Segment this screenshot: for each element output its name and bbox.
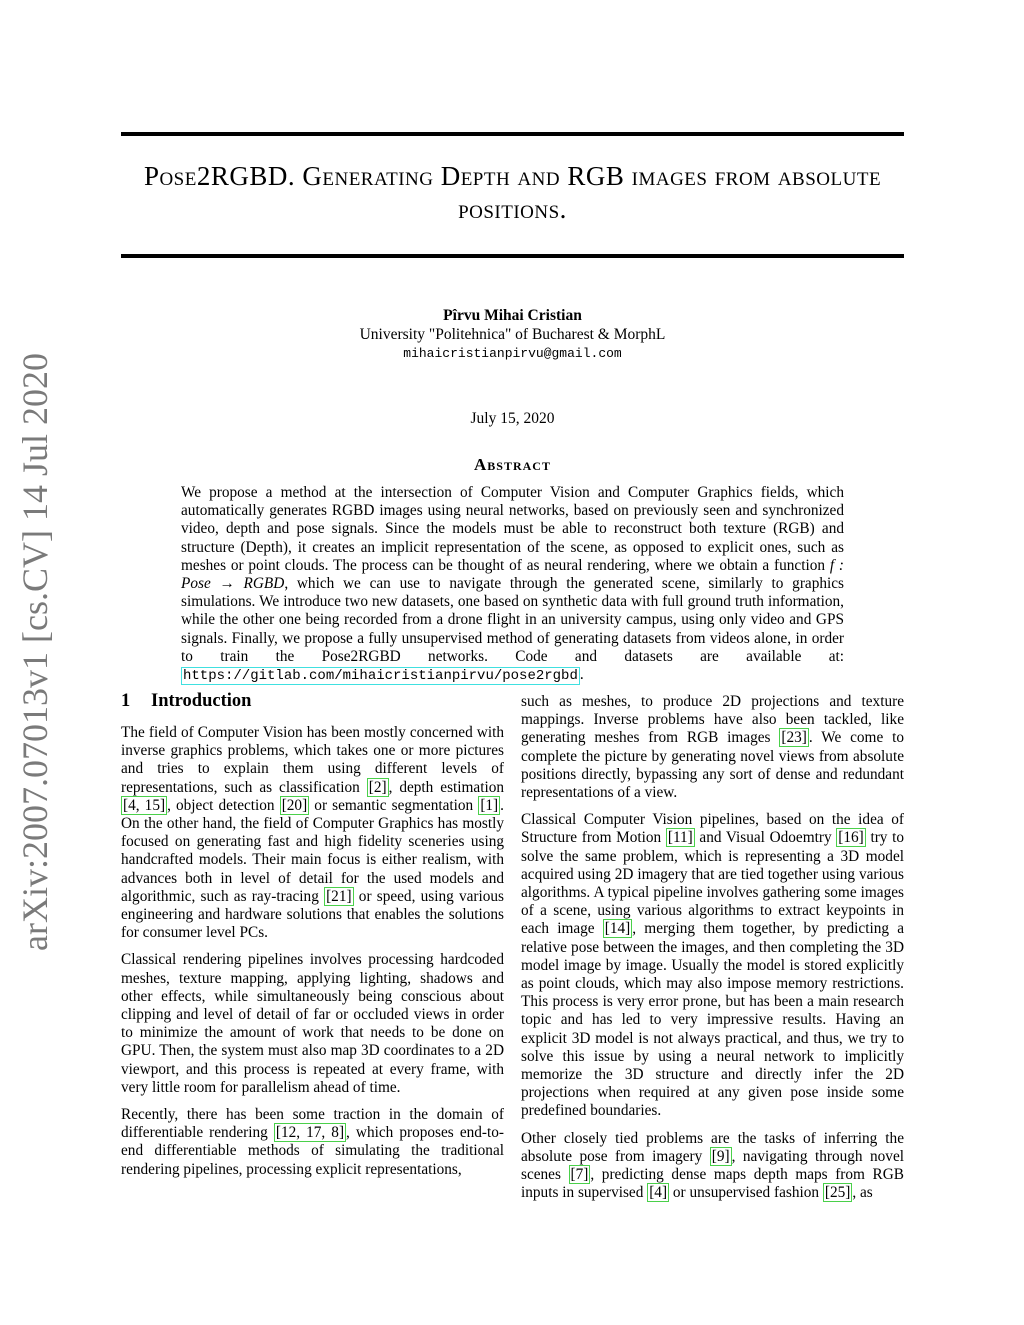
abstract-heading: Abstract xyxy=(474,455,551,474)
citation-link[interactable]: [12, 17, 8] xyxy=(275,1124,345,1142)
intro-paragraph-1: The field of Computer Vision has been mostly concerned with inverse graphics problems, which takes one or more pictures and tries to explain them using different levels of representations, such as classification [2] , depth estimation [4, 15] , object detection [20] or semantic segmentation [1] . On the other hand, the field of Computer Graphics has mostly focused on generating fast and high fidelity sceneries using handcrafted models. Their main focus is either realism, with advances both in level of detail for the used models and algorithmic, such as ray-tracing [21] or speed, using various engineering and hardware solutions that enables the solutions for consumer level PCs. xyxy=(121,724,505,942)
title-bottom-rule xyxy=(121,254,904,258)
citation-link[interactable]: [1] xyxy=(480,796,499,814)
citation-link[interactable]: [23] xyxy=(781,729,807,747)
code-repository-link[interactable]: https://gitlab.com/mihaicristianpirvu/pose2rgbd xyxy=(183,668,578,685)
citation-link[interactable]: [14] xyxy=(604,920,631,938)
citation-link[interactable]: [2] xyxy=(368,778,387,796)
abstract-math: f : Pose → RGBD xyxy=(181,556,845,593)
abstract-end: . xyxy=(579,666,584,684)
citation-link[interactable]: [4] xyxy=(649,1184,668,1202)
title-top-rule xyxy=(121,132,904,136)
author-email[interactable]: mihaicristianpirvu@gmail.com xyxy=(403,346,622,361)
section-title: Introduction xyxy=(151,691,252,711)
author-name: Pîrvu Mihai Cristian xyxy=(443,307,582,324)
arxiv-side-identifier: arXiv:2007.07013v1 [cs.CV] 14 Jul 2020 xyxy=(15,353,55,951)
abstract-text-1: We propose a method at the intersection of Computer Vision and Computer Graphics fields, which automatically generates RGBD images using neural networks, based on previously seen and synchronized video, depth and pose signals. Since the models must be able to reconstruct both texture (RGB) and structure (Depth), it creates an implicit representation of the scene, as opposed to explicit ones, such as meshes or point clouds. The process can be thought of as neural rendering, where we obtain a function xyxy=(181,484,844,574)
citation-link[interactable]: [20] xyxy=(281,796,308,814)
intro-paragraph-6: Other closely tied problems are the tasks of inferring the absolute pose from imagery [9] , navigating through novel scenes [7] , predicting dense maps depth maps from RGB inputs in supervised [4] or unsupervised fashion [25] , as xyxy=(521,1129,904,1202)
citation-link[interactable]: [9] xyxy=(711,1147,730,1165)
intro-paragraph-5: Classical Computer Vision pipelines, based on the idea of Structure from Motion [11] and Visual Odoemtry [16] try to solve the same problem, which is representing a 3D model acquired using 2D imagery that are tied together using various algorithms. A typical pipeline involves gathering some images of a scene, using various algorithms to extract keypoints in each image [14] , merging them together, by predicting a relative pose between the images, and then completing the 3D model image by image. Usually the model is stored explicitly as point clouds, which may also impose memory restrictions. This process is very error prone, but has been a main research topic and has led to very impressive results. Having an explicit 3D model is not always practical, and thus, we try to solve this issue by using a neural network to implicitly memorize the 3D structure and directly infer the 2D projections when required at any given pose inside some predefined boundaries. xyxy=(521,811,904,1120)
intro-paragraph-3: Recently, there has been some traction in the domain of differentiable rendering [12, 17, 8] , which proposes end-to-end differentiable methods of simulating the traditional rendering pipelines, processing explicit representations, xyxy=(121,1106,504,1178)
section-heading xyxy=(121,691,504,711)
left-column xyxy=(121,691,504,1188)
paper-date: July 15, 2020 xyxy=(470,410,555,427)
author-affiliation: University "Politehnica" of Bucharest & MorphL xyxy=(359,326,666,343)
intro-paragraph-4: such as meshes, to produce 2D projections and texture mappings. Inverse problems have also been tackled, like generating meshes from RGB images [23] . We come to complete the picture by generating novel views from absolute positions directly, bypassing any sort of dense and redundant representations of a view. xyxy=(521,693,904,802)
abstract-text-2: , which we can use to navigate through the generated scene, similarly to graphics simulations. We introduce two new datasets, one based on synthetic data with full ground truth information, while the other one being recorded from a drone flight in an university campus, using only video and GPS signals. Finally, we propose a fully unsupervised method of generating datasets from videos alone, in order to train the Pose2RGBD networks. Code and datasets are available at: xyxy=(181,575,844,665)
abstract-body xyxy=(181,484,844,685)
citation-link[interactable]: [21] xyxy=(326,887,352,905)
citation-link[interactable]: [7] xyxy=(570,1166,589,1184)
section-number: 1 xyxy=(121,691,131,711)
paper-title: Pose2RGBD. Generating Depth and RGB images from absolute positions. xyxy=(143,161,882,224)
citation-link[interactable]: [16] xyxy=(838,829,864,847)
right-column xyxy=(521,693,904,1211)
citation-link[interactable]: [11] xyxy=(667,829,693,847)
citation-link[interactable]: [25] xyxy=(824,1184,851,1202)
intro-paragraph-2: Classical rendering pipelines involves processing hardcoded meshes, texture mapping, applying lighting, shadows and other effects, while simultaneously being conscious about clipping and level of detail of far or occluded views in order to minimize the amount of work that needs to be done on GPU. Then, the system must also map 3D coordinates to a 2D viewport, and this process is repeated at every frame, with very little room for parallelism ahead of time. xyxy=(121,951,504,1096)
citation-link[interactable]: [4, 15] xyxy=(123,796,166,814)
